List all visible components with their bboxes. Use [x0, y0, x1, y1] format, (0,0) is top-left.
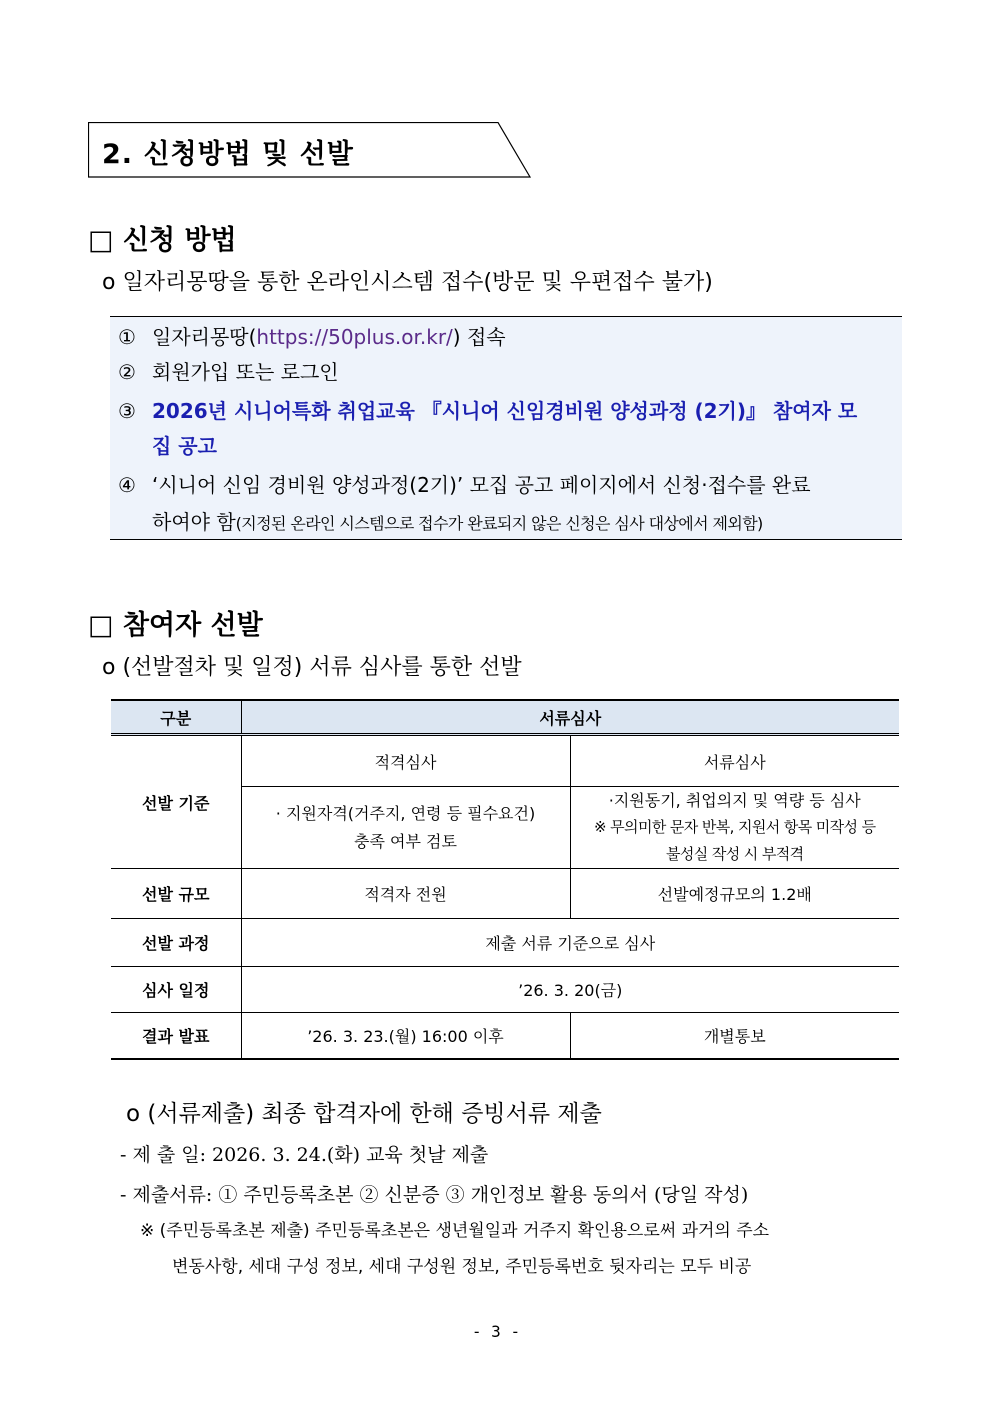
step-number: ② — [118, 360, 136, 384]
result-date: ’26. 3. 23.(월) 16:00 이후 — [241, 1013, 570, 1059]
select-bullet: o (선발절차 및 일정) 서류 심사를 통한 선발 — [102, 655, 522, 680]
criteria-eligibility — [241, 787, 570, 869]
step-text: 회원가입 또는 로그인 — [152, 360, 339, 384]
subheader-eligibility: 적격심사 — [241, 735, 570, 787]
result-label: 결과 발표 — [111, 1013, 241, 1059]
schedule-value: ’26. 3. 20(금) — [241, 967, 899, 1013]
section-title: 2. 신청방법 및 선발 — [102, 139, 354, 170]
step-text: 일자리몽땅( — [152, 325, 257, 349]
step-number: ① — [118, 325, 136, 349]
step-3 — [118, 394, 898, 428]
cell-note: 불성실 작성 시 부적격 — [666, 845, 804, 863]
step-4-cont — [152, 505, 763, 541]
section-banner — [88, 122, 530, 177]
schedule-label: 심사 일정 — [111, 967, 241, 1013]
select-heading: □ 참여자 선발 — [88, 610, 263, 641]
step-1 — [118, 320, 506, 354]
step-text: ‘시니어 신임 경비원 양성과정(2기)’ 모집 공고 페이지에서 신청·접수를 완료 — [152, 473, 811, 497]
scale-review: 선발예정규모의 1.2배 — [570, 869, 899, 919]
cell-text: ·지원동기, 취업의지 및 역량 등 심사 — [608, 791, 861, 810]
step-4 — [118, 468, 898, 502]
header-document-review: 서류심사 — [241, 700, 899, 735]
step-text: 하여야 함 — [152, 510, 236, 534]
scale-label: 선발 규모 — [111, 869, 241, 919]
scale-eligibility: 적격자 전원 — [241, 869, 570, 919]
docs-note-line2: 변동사항, 세대 구성 정보, 세대 구성원 정보, 주민등록번호 뒷자리는 모두 비공 — [172, 1257, 752, 1277]
docs-bullet: o (서류제출) 최종 합격자에 한해 증빙서류 제출 — [126, 1101, 602, 1127]
table-row — [111, 1013, 899, 1059]
docs-date: - 제 출 일: 2026. 3. 24.(화) 교육 첫날 제출 — [120, 1144, 489, 1166]
step-number: ③ — [118, 399, 136, 423]
step-number: ④ — [118, 473, 136, 497]
apply-steps-box — [110, 316, 902, 540]
header-category: 구분 — [111, 700, 241, 735]
result-method: 개별통보 — [570, 1013, 899, 1059]
cell-text: · 지원자격(거주지, 연령 등 필수요건) — [275, 803, 536, 823]
criteria-review — [570, 787, 899, 869]
step-note: (지정된 온라인 시스템으로 접수가 완료되지 않은 신청은 심사 대상에서 제외함) — [235, 514, 763, 533]
table-row — [111, 735, 899, 787]
docs-list: - 제출서류: ① 주민등록초본 ② 신분증 ③ 개인정보 활용 동의서 (당일 작성) — [120, 1184, 749, 1206]
table-header-row — [111, 700, 899, 735]
criteria-label: 선발 기준 — [111, 735, 241, 869]
step-text: ) 접속 — [452, 325, 506, 349]
apply-bullet: o 일자리몽땅을 통한 온라인시스템 접수(방문 및 우편접수 불가) — [102, 270, 713, 295]
table-row — [111, 919, 899, 967]
step-text: 2026년 시니어특화 취업교육 『시니어 신임경비원 양성과정 (2기)』 참여자 모 — [152, 399, 858, 423]
subheader-review: 서류심사 — [570, 735, 899, 787]
process-value: 제출 서류 기준으로 심사 — [241, 919, 899, 967]
step-3-cont: 집 공고 — [152, 434, 217, 458]
selection-table — [111, 699, 899, 1060]
site-link[interactable]: https://50plus.or.kr/ — [256, 325, 453, 349]
table-row — [111, 967, 899, 1013]
table-row — [111, 869, 899, 919]
step-2 — [118, 355, 339, 389]
cell-text: 충족 여부 검토 — [354, 831, 457, 851]
page-number: - 3 - — [471, 1322, 521, 1341]
apply-heading: □ 신청 방법 — [88, 225, 237, 256]
cell-note: ※ 무의미한 문자 반복, 지원서 항목 미작성 등 — [594, 818, 876, 836]
process-label: 선발 과정 — [111, 919, 241, 967]
docs-note-line1: ※ (주민등록초본 제출) 주민등록초본은 생년월일과 거주지 확인용으로써 과거의 주소 — [140, 1221, 770, 1241]
